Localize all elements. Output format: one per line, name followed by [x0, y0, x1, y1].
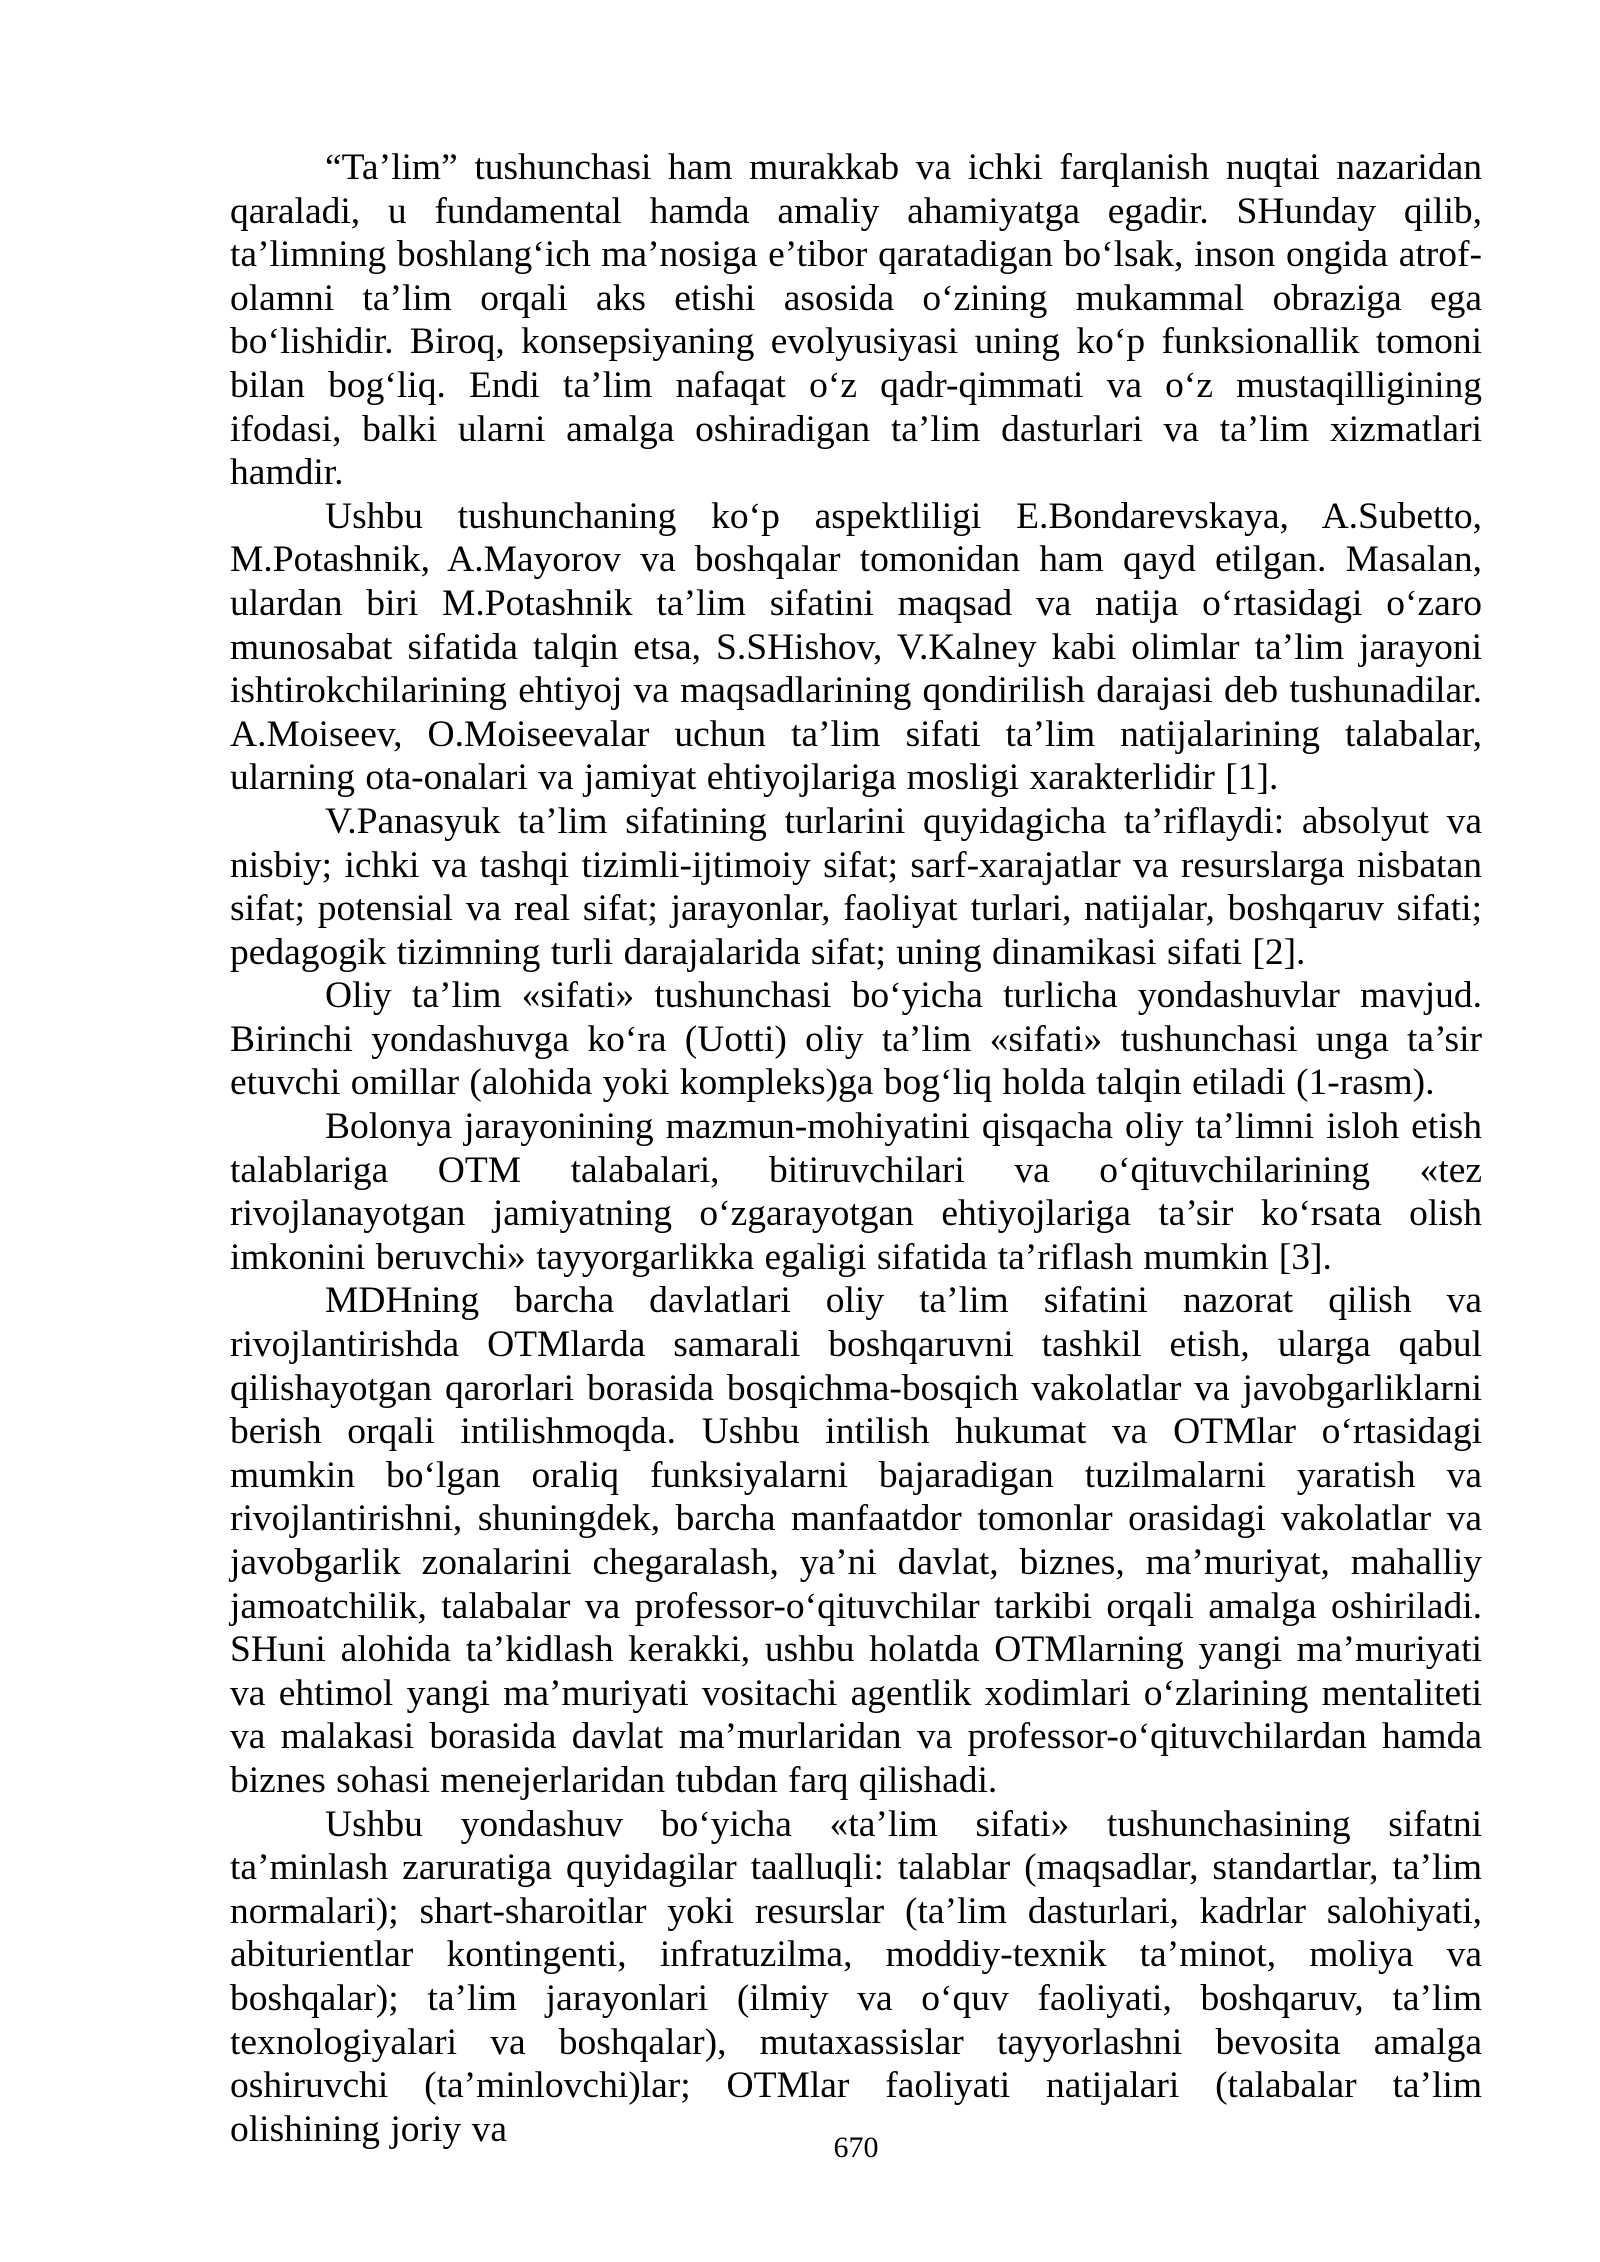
paragraph-1: “Ta’lim” tushunchasi ham murakkab va ichki farqlanish nuqtai nazaridan qaraladi, u fundamental hamda amaliy ahamiyatga egadir. SHunday qilib, ta’limning boshlangʻich ma’nosiga e’tibor qaratadigan boʻlsak, inson ongida atrof-olamni ta’lim orqali aks etishi asosida oʻzining mukammal obraziga ega boʻlishidir. Biroq, konsepsiyaning evolyusiyasi uning koʻp funksionallik tomoni bilan bogʻliq. Endi ta’lim nafaqat oʻz qadr-qimmati va oʻz mustaqilligining ifodasi, balki ularni amalga oshiradigan ta’lim dasturlari va ta’lim xizmatlari hamdir.	[230, 147, 1482, 494]
paragraph-6: MDHning barcha davlatlari oliy ta’lim sifatini nazorat qilish va rivojlantirishda OTMlarda samarali boshqaruvni tashkil etish, ularga qabul qilishayotgan qarorlari borasida bosqichma-bosqich vakolatlar va javobgarliklarni berish orqali intilishmoqda. Ushbu intilish hukumat va OTMlar oʻrtasidagi mumkin boʻlgan oraliq funksiyalarni bajaradigan tuzilmalarni yaratish va rivojlantirishni, shuningdek, barcha manfaatdor tomonlar orasidagi vakolatlar va javobgarlik zonalarini chegaralash, ya’ni davlat, biznes, ma’muriyat, mahalliy jamoatchilik, talabalar va professor-oʻqituvchilar tarkibi orqali amalga oshiriladi. SHuni alohida ta’kidlash kerakki, ushbu holatda OTMlarning yangi ma’muriyati va ehtimol yangi ma’muriyati vositachi agentlik xodimlari oʻzlarining mentaliteti va malakasi borasida davlat ma’murlaridan va professor-oʻqituvchilardan hamda biznes sohasi menejerlaridan tubdan farq qilishadi.	[230, 1280, 1482, 1801]
paragraph-4: Oliy ta’lim «sifati» tushunchasi boʻyicha turlicha yondashuvlar mavjud. Birinchi yondashuvga koʻra (Uotti) oliy ta’lim «sifati» tushunchasi unga ta’sir etuvchi omillar (alohida yoki kompleks)ga bogʻliq holda talqin etiladi (1-rasm).	[230, 975, 1482, 1104]
page-number: 670	[833, 2131, 879, 2164]
paragraph-3: V.Panasyuk ta’lim sifatining turlarini quyidagicha ta’riflaydi: absolyut va nisbiy; ichki va tashqi tizimli-ijtimoiy sifat; sarf-xarajatlar va resurslarga nisbatan sifat; potensial va real sifat; jarayonlar, faoliyat turlari, natijalar, boshqaruv sifati; pedagogik tizimning turli darajalarida sifat; uning dinamikasi sifati [2].	[230, 800, 1482, 973]
paragraph-5: Bolonya jarayonining mazmun-mohiyatini qisqacha oliy ta’limni isloh etish talablariga OTM talabalari, bitiruvchilari va oʻqituvchilarining «tez rivojlanayotgan jamiyatning oʻzgarayotgan ehtiyojlariga ta’sir koʻrsata olish imkonini beruvchi» tayyorgarlikka egaligi sifatida ta’riflash mumkin [3].	[230, 1106, 1482, 1278]
page-body-text	[230, 146, 1482, 2151]
paragraph-2: Ushbu tushunchaning koʻp aspektliligi E.Bondarevskaya, A.Subetto, M.Potashnik, A.Mayorov va boshqalar tomonidan ham qayd etilgan. Masalan, ulardan biri M.Potashnik ta’lim sifatini maqsad va natija oʻrtasidagi oʻzaro munosabat sifatida talqin etsa, S.SHishov, V.Kalney kabi olimlar ta’lim jarayoni ishtirokchilarining ehtiyoj va maqsadlarining qondirilish darajasi deb tushunadilar. A.Moiseev, O.Moiseevalar uchun ta’lim sifati ta’lim natijalarining talabalar, ularning ota-onalari va jamiyat ehtiyojlariga mosligi xarakterlidir [1].	[230, 495, 1482, 799]
paragraph-7: Ushbu yondashuv boʻyicha «ta’lim sifati» tushunchasining sifatni ta’minlash zaruratiga quyidagilar taalluqli: talablar (maqsadlar, standartlar, ta’lim normalari); shart-sharoitlar yoki resurslar (ta’lim dasturlari, kadrlar salohiyati, abiturientlar kontingenti, infratuzilma, moddiy-texnik ta’minot, moliya va boshqalar); ta’lim jarayonlari (ilmiy va oʻquv faoliyati, boshqaruv, ta’lim texnologiyalari va boshqalar), mutaxassislar tayyorlashni bevosita amalga oshiruvchi (ta’minlovchi)lar; OTMlar faoliyati natijalari (talabalar ta’lim olishining joriy va	[230, 1803, 1482, 2150]
